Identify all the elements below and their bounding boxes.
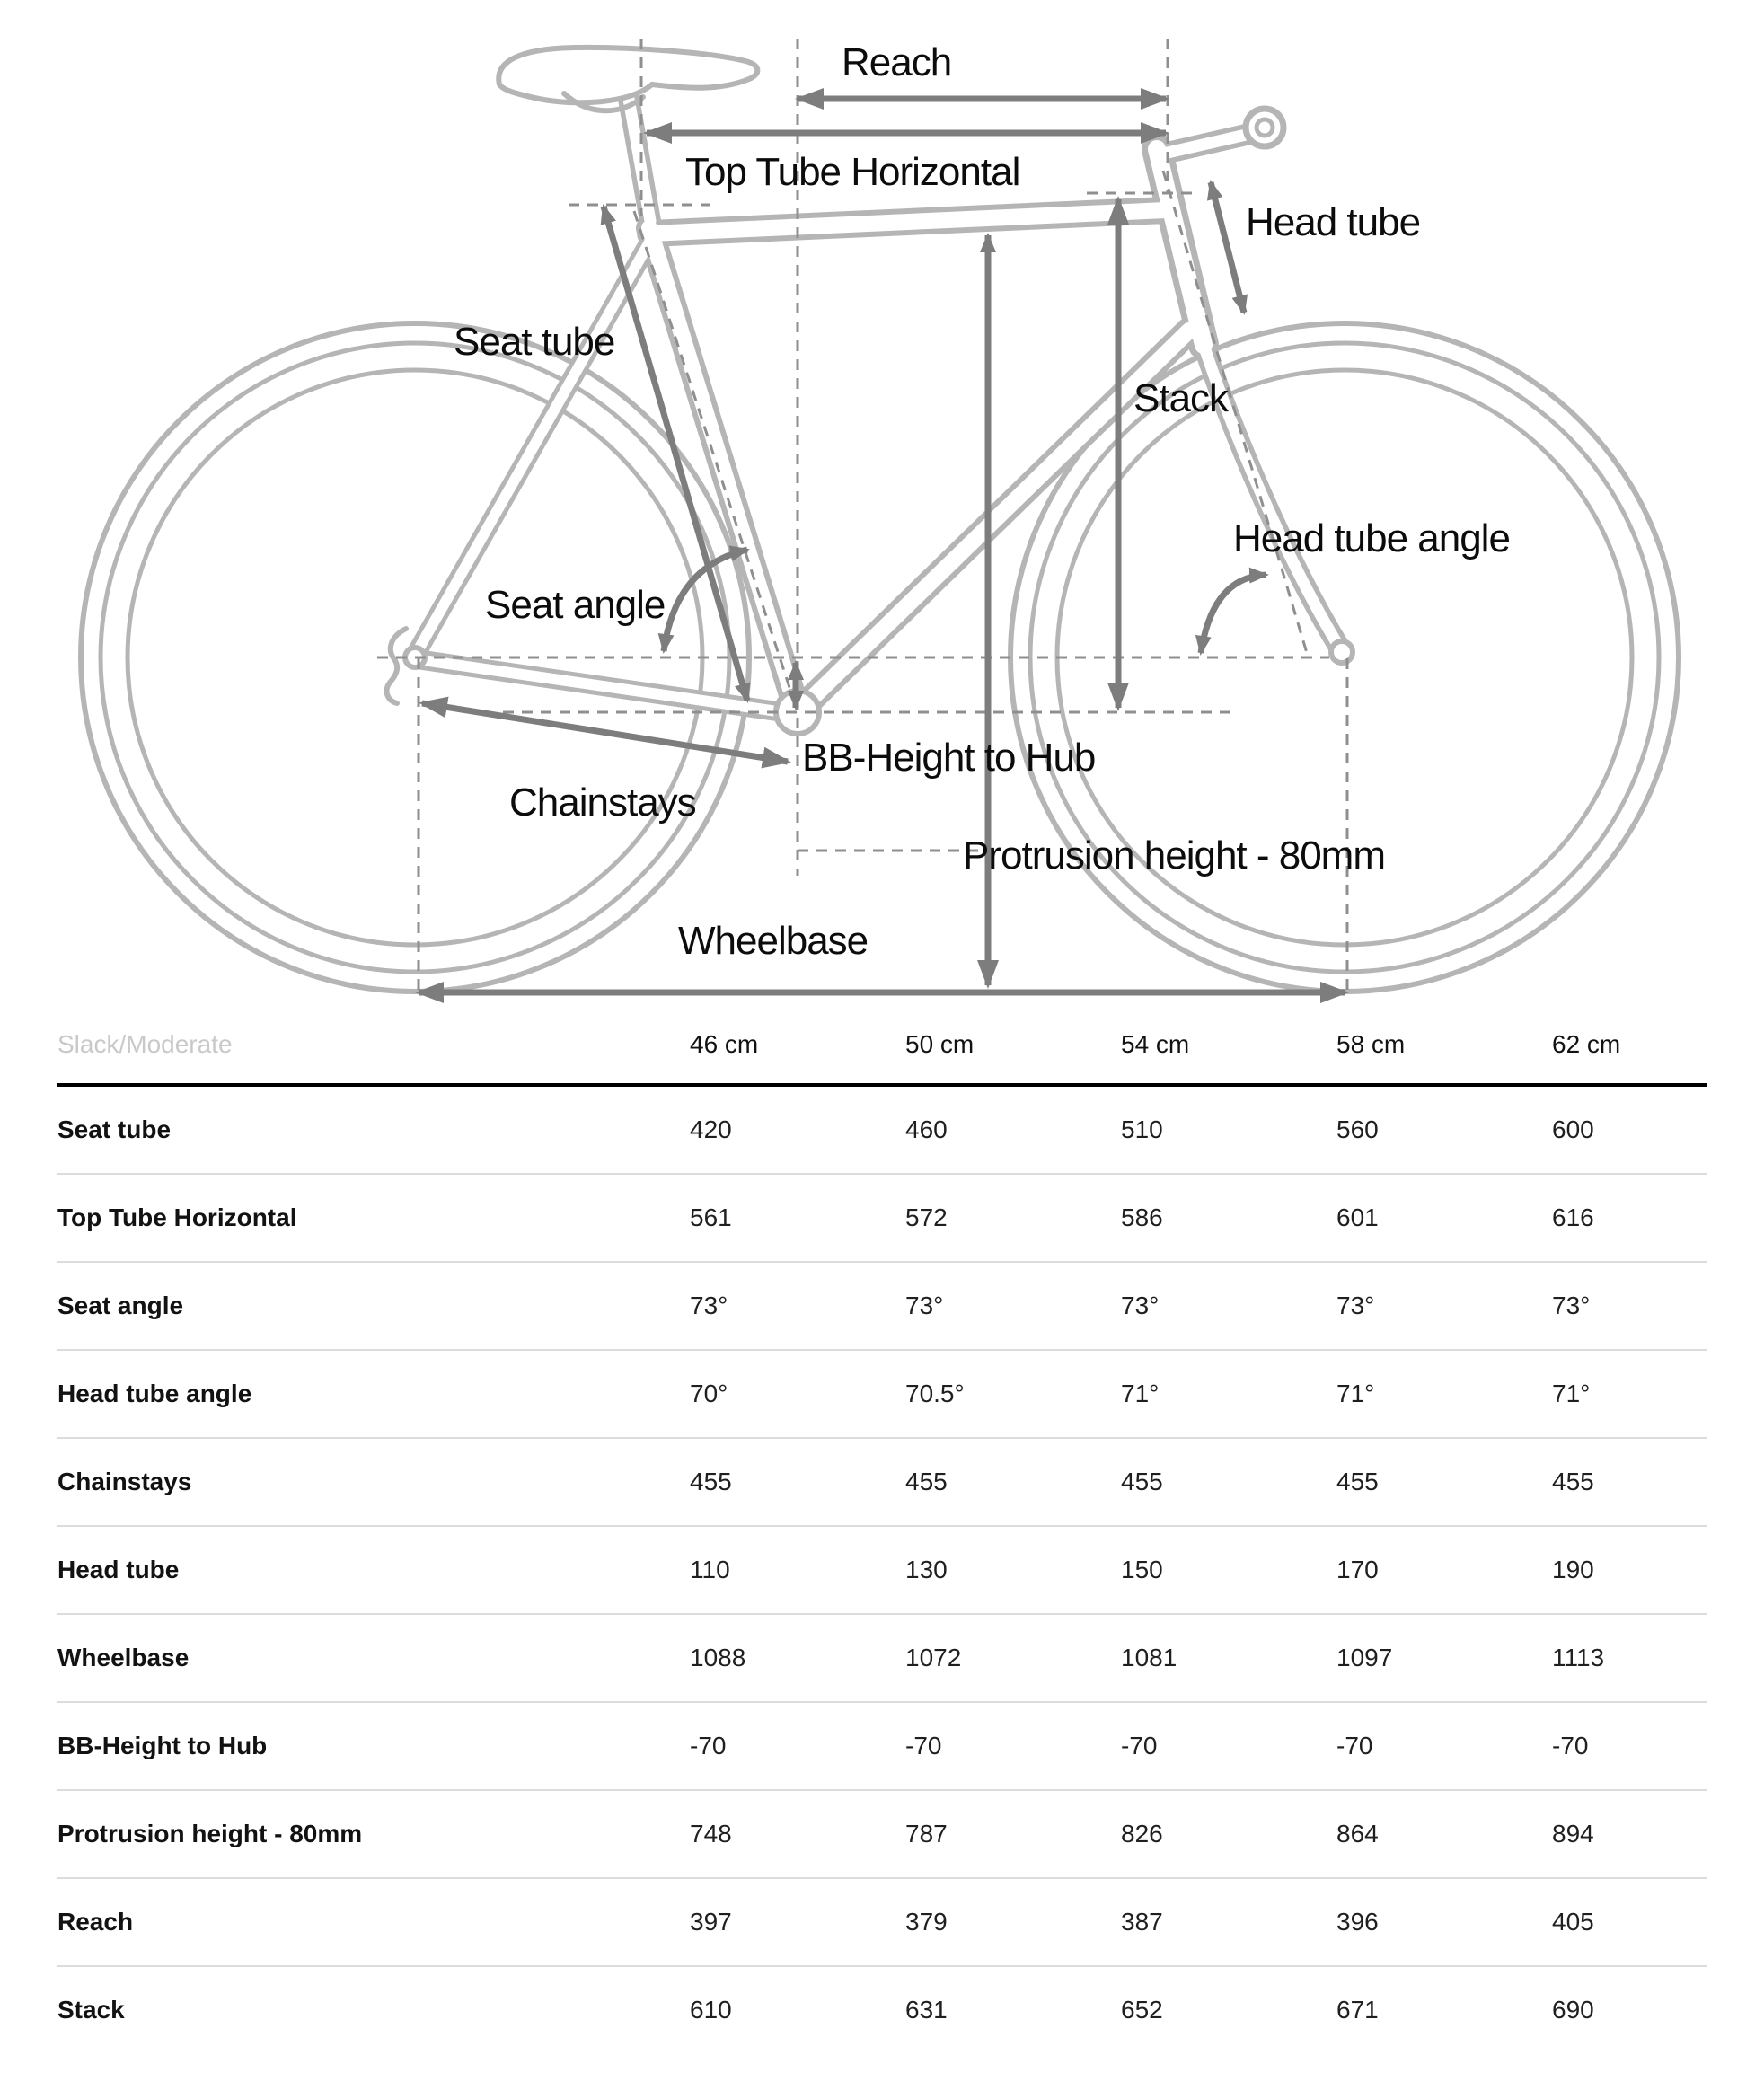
row-value: 1088 — [690, 1644, 746, 1671]
table-row — [57, 1261, 1707, 1349]
table-row — [57, 1789, 1707, 1877]
row-value: 396 — [1336, 1908, 1379, 1936]
table-row — [57, 1173, 1707, 1261]
handlebar-grip-inner — [1257, 119, 1273, 136]
seat-tube-label: Seat tube — [454, 320, 615, 364]
column-header-54cm: 54 cm — [1121, 1030, 1190, 1058]
row-value: -70 — [905, 1732, 942, 1759]
row-value: -70 — [1121, 1732, 1158, 1759]
row-value: 455 — [1336, 1468, 1379, 1495]
row-value: 671 — [1336, 1996, 1379, 2024]
table-header-row — [57, 1006, 1707, 1087]
row-label: Chainstays — [57, 1468, 192, 1495]
row-value: 455 — [905, 1468, 948, 1495]
table-row — [57, 1525, 1707, 1613]
row-label: Seat tube — [57, 1115, 172, 1143]
row-value: 1113 — [1552, 1644, 1605, 1671]
row-value: 110 — [690, 1556, 730, 1583]
head-tube-angle-label: Head tube angle — [1233, 516, 1510, 560]
row-value: 601 — [1336, 1204, 1379, 1231]
row-value: 150 — [1121, 1556, 1163, 1583]
row-value: 748 — [690, 1820, 732, 1847]
row-label: Stack — [57, 1996, 125, 2024]
row-value: 600 — [1552, 1115, 1594, 1143]
table-row — [57, 1613, 1707, 1701]
row-value: 510 — [1121, 1115, 1163, 1143]
seat-angle-label: Seat angle — [485, 583, 666, 627]
row-value: 379 — [905, 1908, 948, 1936]
table-row — [57, 1701, 1707, 1789]
row-value: 70.5° — [905, 1380, 965, 1407]
row-value: 130 — [905, 1556, 948, 1583]
row-value: 387 — [1121, 1908, 1163, 1936]
front-dropout — [1331, 641, 1353, 663]
row-value: 586 — [1121, 1204, 1163, 1231]
saddle — [498, 48, 757, 102]
row-value: 397 — [690, 1908, 732, 1936]
wheelbase-label: Wheelbase — [678, 919, 869, 963]
row-value: 71° — [1336, 1380, 1375, 1407]
row-value: 405 — [1552, 1908, 1594, 1936]
top-tube-label: Top Tube Horizontal — [685, 150, 1020, 194]
row-value: 1097 — [1336, 1644, 1393, 1671]
row-value: 572 — [905, 1204, 948, 1231]
row-value: 894 — [1552, 1820, 1594, 1847]
row-label: Wheelbase — [57, 1644, 190, 1671]
stack-label: Stack — [1133, 376, 1229, 420]
row-value: 455 — [690, 1468, 732, 1495]
row-value: 631 — [905, 1996, 948, 2024]
row-value: 1081 — [1121, 1644, 1177, 1671]
row-value: 71° — [1121, 1380, 1160, 1407]
table-row — [57, 1349, 1707, 1437]
row-label: BB-Height to Hub — [57, 1732, 268, 1759]
bike-geometry-diagram — [0, 0, 1764, 1006]
column-header-46cm: 46 cm — [690, 1030, 759, 1058]
row-value: -70 — [1552, 1732, 1589, 1759]
table-row — [57, 1437, 1707, 1525]
table-row — [57, 1877, 1707, 1965]
row-value: 561 — [690, 1204, 732, 1231]
row-value: 170 — [1336, 1556, 1379, 1583]
row-value: 73° — [1552, 1292, 1591, 1319]
row-value: 826 — [1121, 1820, 1163, 1847]
row-value: 455 — [1121, 1468, 1163, 1495]
protrusion-label: Protrusion height - 80mm — [963, 833, 1385, 877]
reach-label: Reach — [842, 40, 952, 84]
row-value: 455 — [1552, 1468, 1594, 1495]
row-value: 73° — [1336, 1292, 1375, 1319]
row-value: 70° — [690, 1380, 728, 1407]
table-row — [57, 1087, 1707, 1173]
head-tube-angle-arc — [1201, 575, 1266, 653]
row-label: Protrusion height - 80mm — [57, 1820, 363, 1847]
table-row — [57, 1965, 1707, 2053]
row-label: Head tube — [57, 1556, 180, 1583]
row-value: 71° — [1552, 1380, 1591, 1407]
row-label: Seat angle — [57, 1292, 184, 1319]
column-header-58cm: 58 cm — [1336, 1030, 1406, 1058]
row-value: 864 — [1336, 1820, 1379, 1847]
diagram-labels — [454, 40, 1510, 963]
row-value: 610 — [690, 1996, 732, 2024]
head-tube-arrow — [1211, 182, 1244, 313]
head-tube-label: Head tube — [1246, 200, 1421, 244]
row-value: 616 — [1552, 1204, 1594, 1231]
row-value: -70 — [690, 1732, 727, 1759]
column-header-50cm: 50 cm — [905, 1030, 975, 1058]
row-value: 73° — [690, 1292, 728, 1319]
row-value: 1072 — [905, 1644, 962, 1671]
row-value: 652 — [1121, 1996, 1163, 2024]
rear-dropout-hook — [387, 629, 406, 703]
geometry-table — [57, 1006, 1707, 2053]
row-value: 690 — [1552, 1996, 1594, 2024]
row-label: Head tube angle — [57, 1380, 252, 1407]
row-value: 420 — [690, 1115, 732, 1143]
row-value: 787 — [905, 1820, 948, 1847]
row-label: Top Tube Horizontal — [57, 1204, 297, 1231]
bb-height-label: BB-Height to Hub — [802, 736, 1096, 780]
row-label: Reach — [57, 1908, 134, 1936]
row-value: 190 — [1552, 1556, 1594, 1583]
row-value: 560 — [1336, 1115, 1379, 1143]
row-value: 460 — [905, 1115, 948, 1143]
chainstays-label: Chainstays — [509, 780, 696, 824]
geometry-table-body — [57, 1087, 1707, 2053]
row-value: -70 — [1336, 1732, 1373, 1759]
row-value: 73° — [1121, 1292, 1160, 1319]
row-value: 73° — [905, 1292, 944, 1319]
column-header-62cm: 62 cm — [1552, 1030, 1621, 1058]
table-corner-label: Slack/Moderate — [57, 1030, 233, 1058]
